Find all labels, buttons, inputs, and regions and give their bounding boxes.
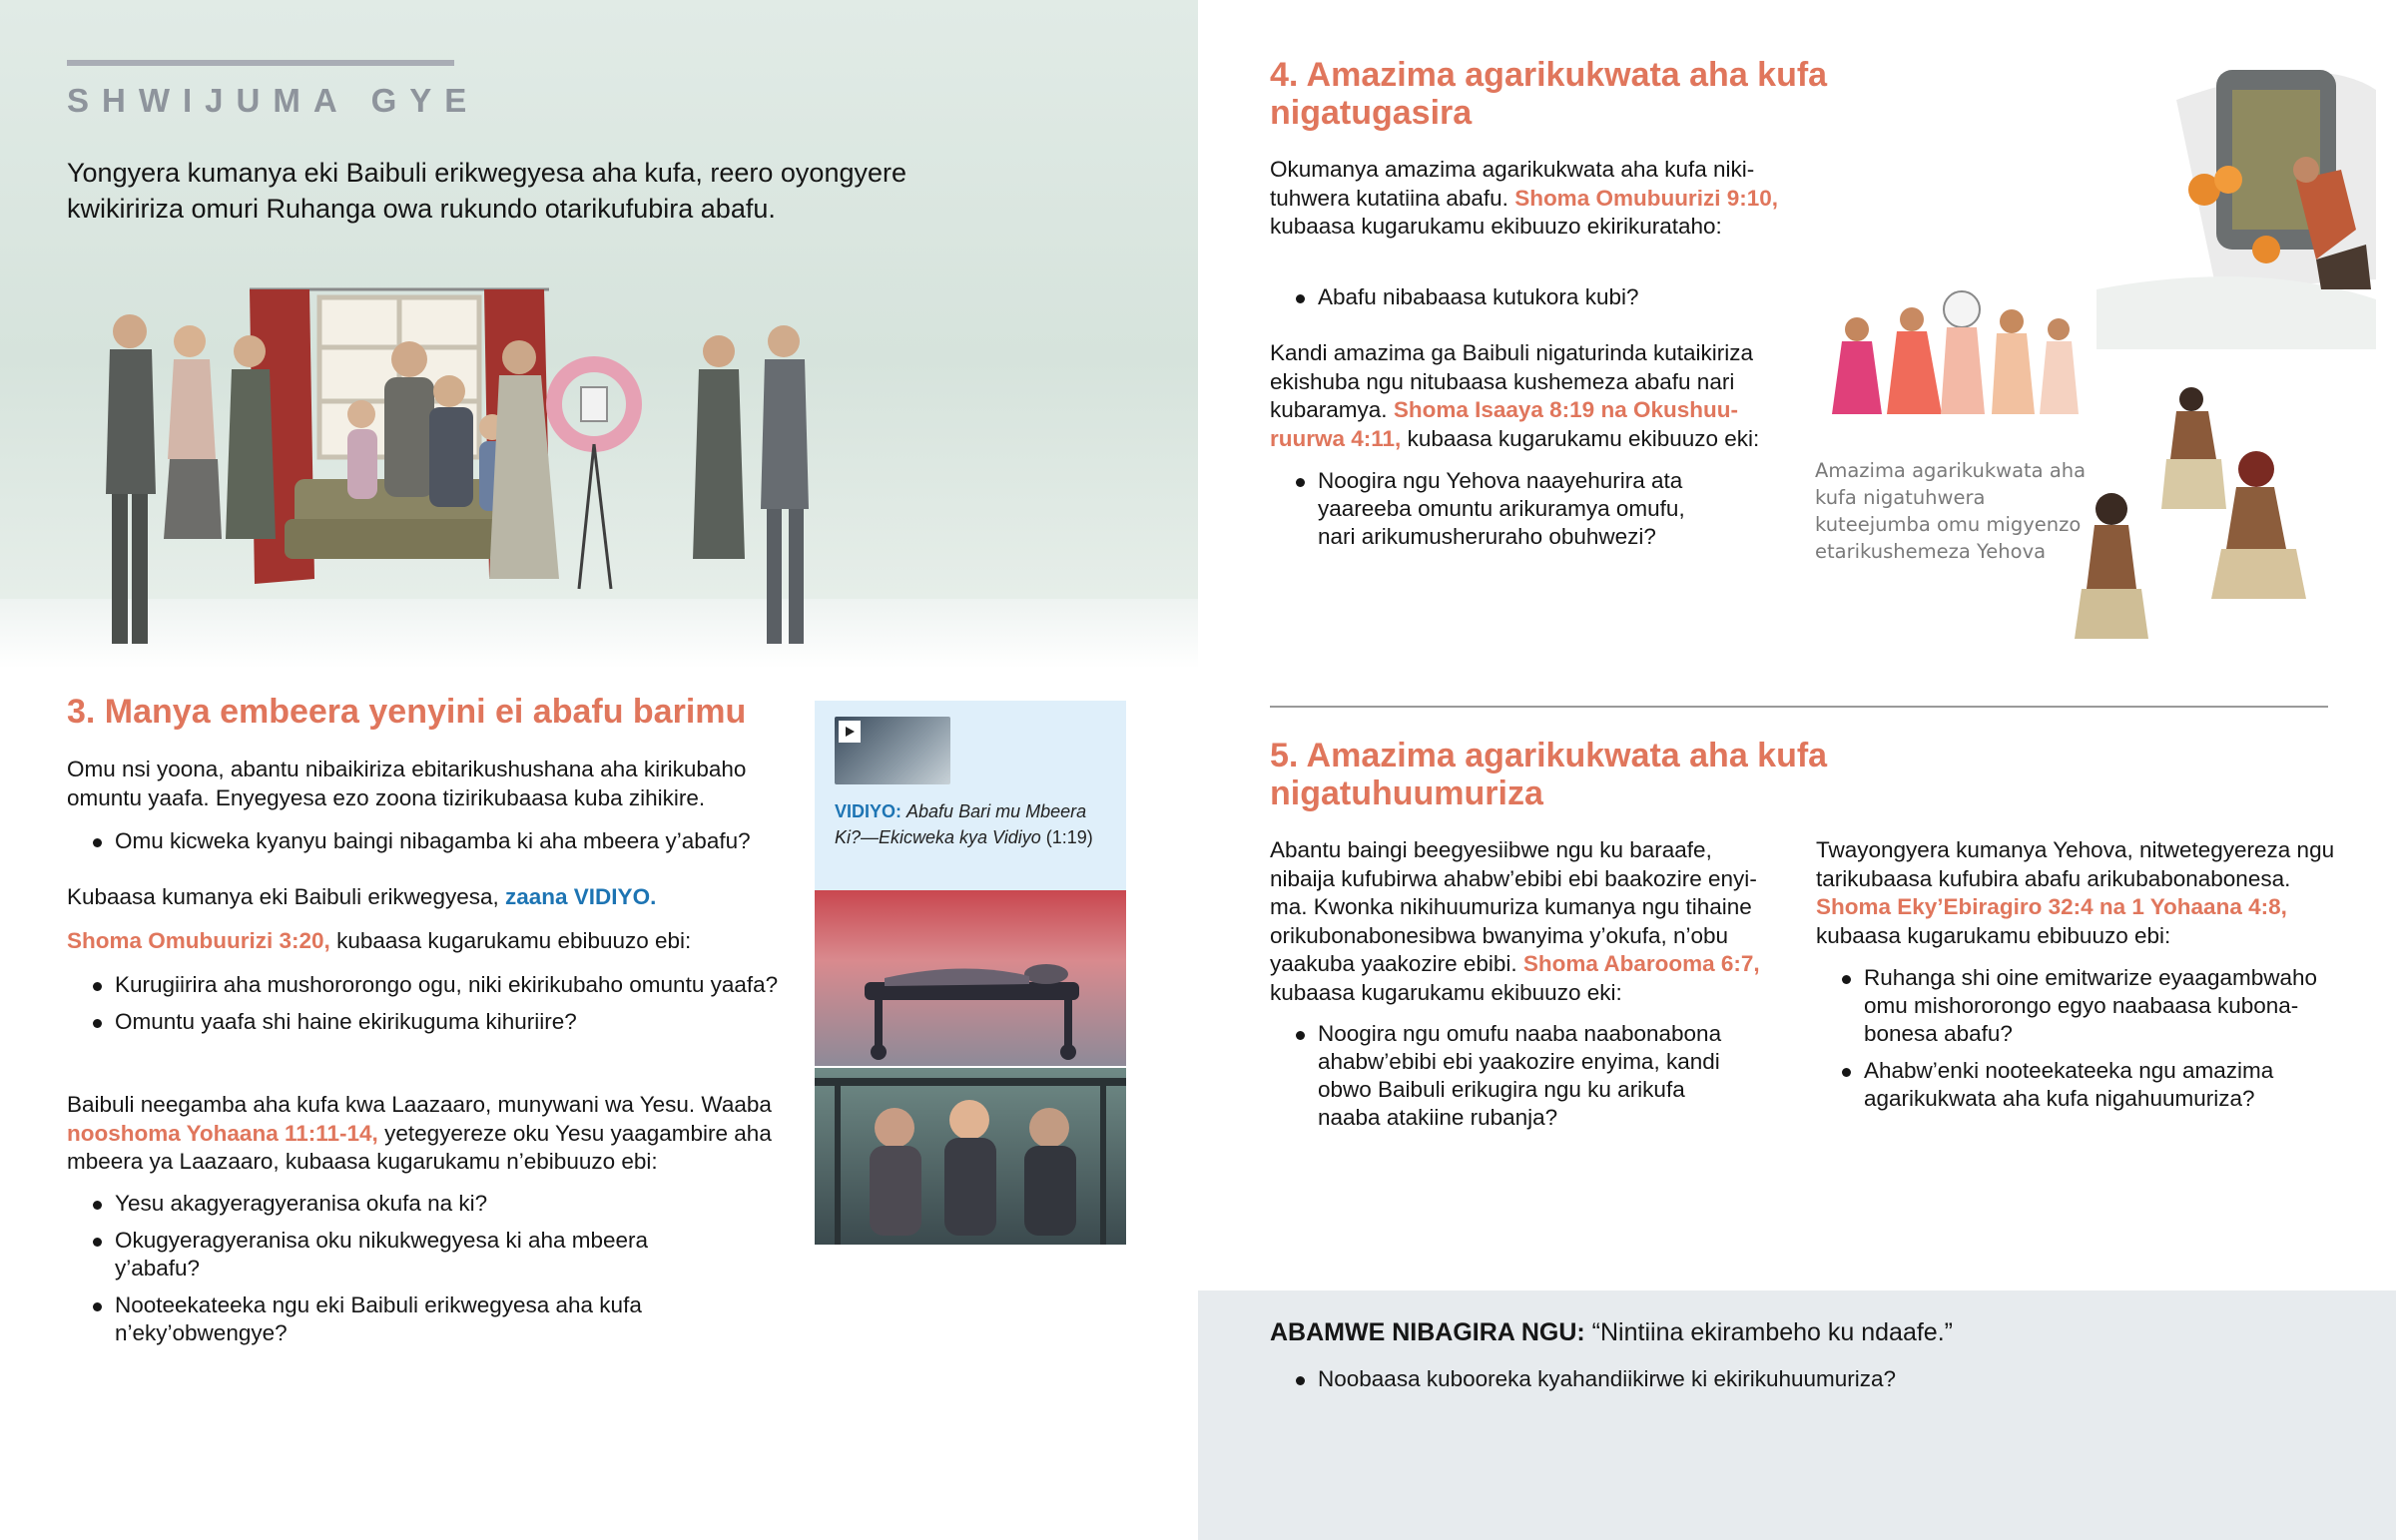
objection-line [1270,1318,1953,1347]
paragraph-text: Abantu baingi beegyesiibwe ngu ku baraafe, nibaija kufubirwa ahabw’ebibi ebi baakozire enyima. Kwonka nikihuumuriza kumanya ngu tihaine orikubonabonesibwa bwanyima y’okufa, n’obu yaakuba yaakozire ebibi. [1270,837,1757,976]
question-item: Ahabw’enki nooteekateeka ngu amazima agarikukwata aha kufa nigahuumuriza? [1816,1057,2335,1113]
paragraph-text: Twayongyera kumanya Yehova, nitwetegyereza ngu tarikubaasa kufubira abafu arikubabonabonesa. [1816,837,2335,891]
illustration-caption: Amazima agarikukwata aha kufa nigatuhwera kuteejumba omu migyenzo etarikushemeza Yehova [1815,459,2087,563]
question-item: Omuntu yaafa shi haine ekirikuguma kihuriire? [67,1008,796,1036]
section-3-questions-2 [67,971,796,1045]
intro-text: Yongyera kumanya eki Baibuli erikwegyesa aha kufa, reero oyongyere kwikiririza omuri Ruhanga owa rukundo otarikufubira abafu. [67,158,907,224]
video-duration: (1:19) [1045,827,1093,847]
paragraph-text: yetegyereze oku Yesu yaagambire aha mbeera ya Laazaaro, kubaasa kugarukamu n’ebibuuzo ebi: [67,1120,772,1174]
question-item: Ruhanga shi oine emitwarize eyaagambwaho omu mishororongo egyo naabaasa kubonabonesa abafu? [1816,964,2335,1048]
kicker-rule [67,60,454,66]
play-icon[interactable] [839,721,861,743]
funeral-scene-illustration [90,279,889,674]
section-5-col-1-paragraph [1270,836,1779,1007]
objection-quote: “Nintiina ekirambeho ku ndaafe.” [1591,1318,1953,1346]
objection-label: ABAMWE NIBAGIRA NGU: [1270,1318,1585,1346]
paragraph-text: kubaasa kugarukamu ekibuuzo eki: [1407,425,1760,451]
right-page [1198,0,2396,1540]
scripture-reference[interactable]: Shoma Abarooma 6:7, [1522,951,1760,976]
video-thumbnail[interactable] [835,717,950,784]
video-caption [835,798,1114,850]
section-3-title: 3. Manya embeera yenyini ei abafu barimu [67,693,747,731]
video-label: VIDIYO: [835,801,902,821]
section-divider [1270,706,2328,708]
video-still-mourners [815,1068,1126,1245]
section-4-questions-2 [1270,467,1719,560]
scripture-reference[interactable]: Shoma Eky’Ebiragiro 32:4 na 1 Yohaana 4:8, [1816,894,2287,919]
section-5-col-1-questions [1270,1020,1739,1141]
scripture-reference[interactable]: nooshoma Yohaana 11:11-14, [67,1120,378,1146]
paragraph-text: Kandi amazima ga Baibuli nigaturinda kutaikiriza ekishuba ngu nitubaasa kushemeza abafu nari kubaramya. [1270,340,1754,422]
section-5-col-2-questions [1816,964,2335,1122]
paragraph-text: kubaasa kugarukamu ekibuuzo eki: [1270,979,1622,1005]
section-3-paragraph-1: Omu nsi yoona, abantu nibaikiriza ebitarikushushana aha kirikubaho omuntu yaafa. Enyegyesa ezo zoona tizirikubaasa kuba zihikire. [67,757,747,810]
section-3-paragraph-4 [67,1091,796,1177]
section-3-paragraph-2 [67,883,796,912]
question-item: Nooteekateeka ngu eki Baibuli erikwegyesa aha kufa n’eky’obwengye? [67,1291,686,1347]
video-title: Abafu Bari mu Mbeera Ki?—Ekicweka kya Vidiyo [835,801,1087,847]
question-item: Kurugiirira aha mushororongo ogu, niki ekirikubaho omuntu yaafa? [67,971,796,999]
objection-questions [1270,1365,2168,1402]
video-link[interactable]: zaana VIDIYO. [505,884,657,909]
scripture-reference[interactable]: Shoma Isaaya 8:19 na Okushuuruurwa 4:11, [1270,397,1738,451]
scripture-reference[interactable]: Shoma Omubuurizi 9:10, [1514,185,1778,211]
section-3-paragraph-3 [67,927,796,956]
section-3-questions-3 [67,1190,686,1356]
question-item: Noogira ngu Yehova naayehurira ata yaareeba omuntu arikuramya omufu, nari arikumusheruraho obuhwezi? [1270,467,1719,551]
scripture-reference[interactable]: Shoma Omubuurizi 3:20, [67,928,330,953]
question-item: Noogira ngu omufu naaba naabonabona ahabw’ebibi ebi yaakozire enyima, kandi obwo Baibuli erikugira ngu ku arikufa naaba atakiine rubanja? [1270,1020,1739,1132]
section-5-col-2-paragraph [1816,836,2335,950]
paragraph-text: Baibuli neegamba aha kufa kwa Laazaaro, munywani wa Yesu. Waaba [67,1092,772,1117]
paragraph-text: kubaasa kugarukamu ekibuuzo ekirikurataho: [1270,214,1722,239]
question-item: Noobaasa kubooreka kyahandiikirwe ki ekirikuhuumuriza? [1270,1365,2168,1393]
question-item: Omu kicweka kyanyu baingi nibagamba ki aha mbeera y’abafu? [67,827,796,855]
ancestral-rituals-illustration [1797,30,2376,679]
paragraph-text: Kubaasa kumanya eki Baibuli erikwegyesa, [67,884,499,909]
section-3-questions-1 [67,827,796,864]
question-item: Abafu nibabaasa kutukora kubi? [1270,283,1779,311]
objection-band [1198,1290,2396,1540]
section-kicker: SHWIJUMA GYE [67,82,480,119]
paragraph-text: kubaasa kugarukamu ebibuuzo ebi: [1816,922,2171,948]
paragraph-text: kubaasa kugarukamu ebibuuzo ebi: [336,928,692,953]
section-4-paragraph-1 [1270,156,1779,242]
paragraph-text: Okumanya amazima agarikukwata aha kufa nikituhwera kutatiina abafu. [1270,157,1755,211]
question-item: Yesu akagyeragyeranisa okufa na ki? [67,1190,686,1218]
section-5-title: 5. Amazima agarikukwata aha kufa nigatuhuumuriza [1270,737,1828,812]
section-4-questions-1 [1270,283,1779,320]
video-card[interactable] [815,701,1126,890]
section-4-paragraph-2 [1270,339,1779,453]
video-still-hospital [815,890,1126,1066]
section-4-title: 4. Amazima agarikukwata aha kufa nigatugasira [1270,56,1828,132]
question-item: Okugyeragyeranisa oku nikukwegyesa ki aha mbeera y’abafu? [67,1227,686,1283]
